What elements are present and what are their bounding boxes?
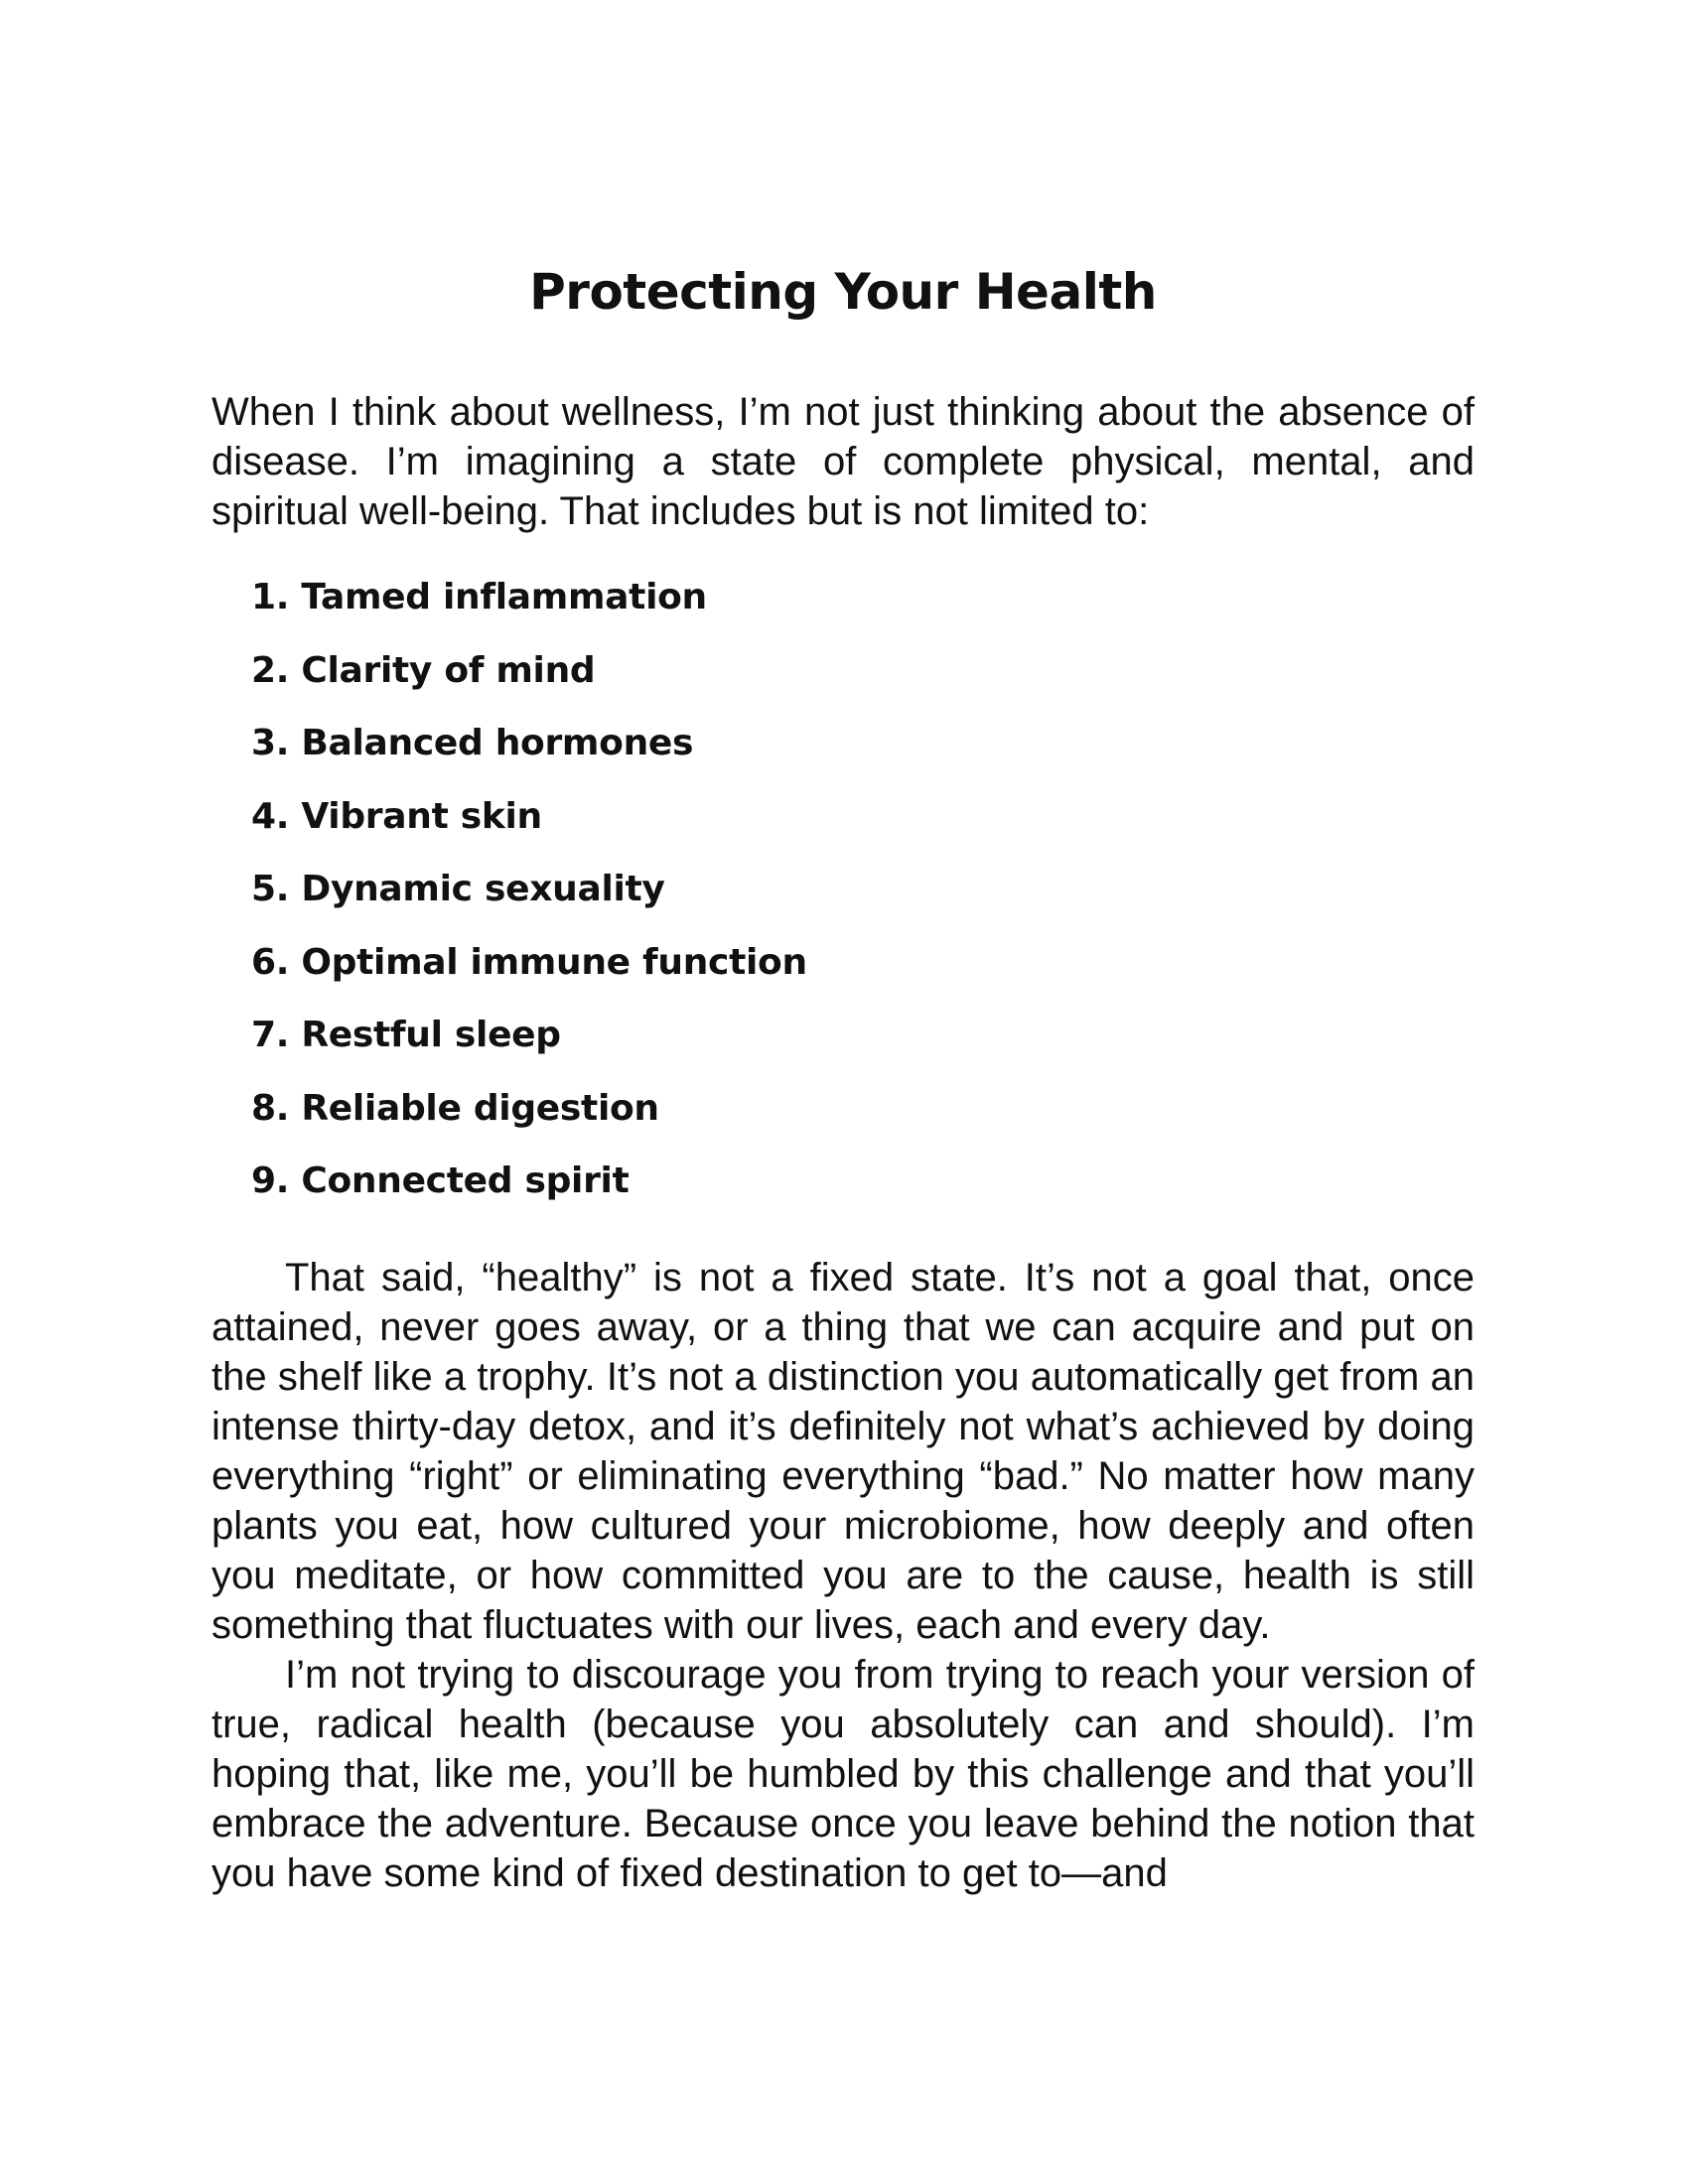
list-item: 6. Optimal immune function (251, 941, 807, 983)
list-item: 3. Balanced hormones (251, 723, 694, 763)
list-item: 1. Tamed inflammation (251, 577, 707, 617)
list-item: 8. Reliable digestion (251, 1087, 659, 1129)
document-page (211, 0, 1475, 2184)
body-paragraph: I’m not trying to discourage you from trying to reach your version of true, radical health (because you absolutely can and should). I’m hoping that, like me, you’ll be humbled by this challenge and that you’ll embrace the adventure. Because once you leave behind the notion that you have some kind of fixed destination to get to—and (211, 1653, 1475, 1895)
wellness-list (251, 568, 807, 1225)
list-item: 4. Vibrant skin (251, 795, 542, 837)
list-item: 7. Restful sleep (251, 1015, 561, 1055)
list-item: 5. Dynamic sexuality (251, 869, 665, 909)
list-item: 2. Clarity of mind (251, 649, 596, 691)
body-text (211, 1253, 1475, 1898)
intro-paragraph: When I think about wellness, I’m not just thinking about the absence of disease. I’m imagining a state of complete physical, mental, and spiritual well-being. That includes but is not limited to: (211, 390, 1475, 533)
page-title: Protecting Your Health (529, 263, 1157, 321)
list-item: 9. Connected spirit (251, 1160, 630, 1201)
body-paragraph: That said, “healthy” is not a fixed state. It’s not a goal that, once attained, never goes away, or a thing that we can acquire and put on the shelf like a trophy. It’s not a distinction you automatically get from an intense thirty-day detox, and it’s definitely not what’s achieved by doing everything “right” or eliminating everything “bad.” No matter how many plants you eat, how cultured your microbiome, how deeply and often you meditate, or how committed you are to the cause, health is still something that fluctuates with our lives, each and every day. (211, 1256, 1475, 1647)
